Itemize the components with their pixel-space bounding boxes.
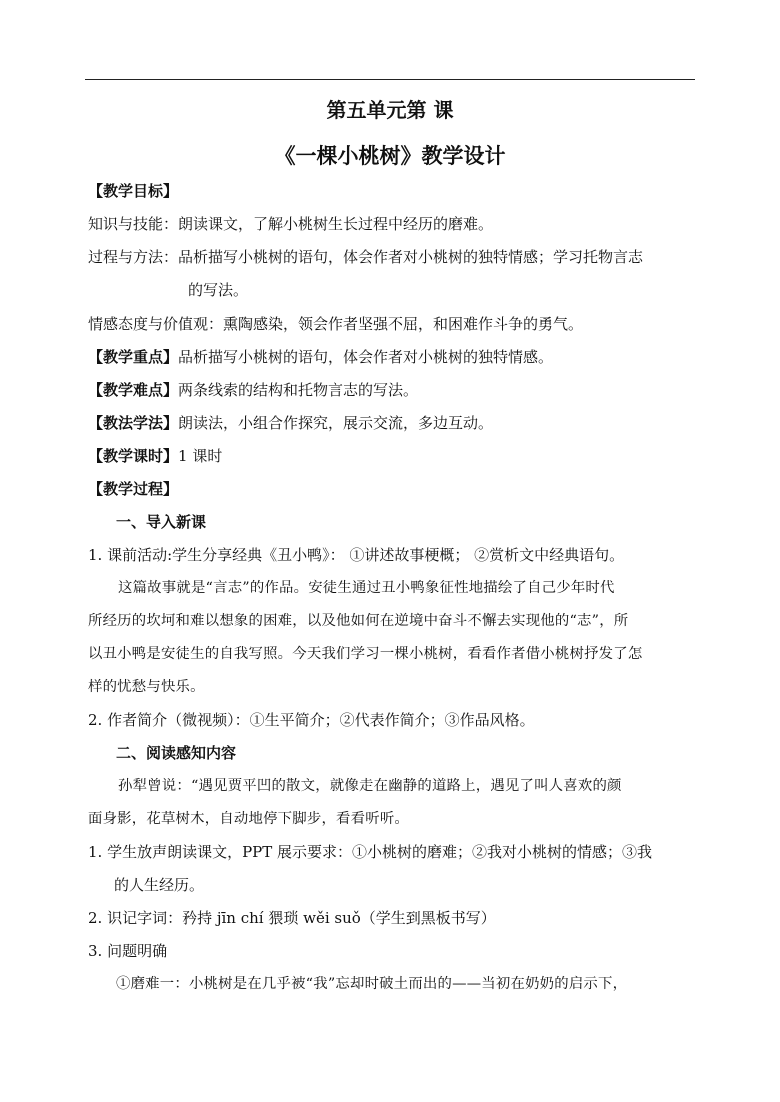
goals-heading: 【教学目标】 bbox=[88, 182, 179, 200]
hardship-paragraph-line1: ①磨难一：小桃树是在几乎被“我”忘却时破土而出的——当初在奶奶的启示下， bbox=[116, 976, 628, 992]
hours-line bbox=[88, 446, 222, 466]
activity-item-1: 1. 课前活动:学生分享经典《丑小鸭》： ①讲述故事梗概； ②赏析文中经典语句。 bbox=[88, 546, 625, 564]
page-title: 第五单元第 课 bbox=[326, 98, 454, 122]
lesson-title: 《一棵小桃树》教学设计 bbox=[274, 144, 506, 168]
intro-paragraph-line1: 这篇故事就是“言志”的作品。安徒生通过丑小鸭象征性地描绘了自己少年时代 bbox=[118, 580, 615, 596]
key-point-heading: 【教学重点】 bbox=[88, 348, 179, 366]
reading-item-1-line2: 的人生经历。 bbox=[114, 876, 205, 894]
intro-paragraph-line3: 以丑小鸭是安徒生的自我写照。今天我们学习一棵小桃树，看看作者借小桃树抒发了怎 bbox=[88, 646, 643, 662]
reading-item-1-line1: 1. 学生放声朗读课文，PPT 展示要求：①小桃树的磨难；②我对小桃树的情感；③我 bbox=[88, 843, 653, 861]
goal-process-line2: 的写法。 bbox=[188, 281, 249, 299]
method-text: 朗读法，小组合作探究，展示交流，多边互动。 bbox=[178, 414, 494, 432]
difficulty-heading: 【教学难点】 bbox=[88, 381, 179, 399]
quote-paragraph-line2: 面身影，花草树木，自动地停下脚步，看看听听。 bbox=[88, 811, 409, 827]
intro-paragraph-line2: 所经历的坎坷和难以想象的困难，以及他如何在逆境中奋斗不懈去实现他的“志”，所 bbox=[88, 613, 629, 629]
reading-item-2: 2. 识记字词：矜持 jīn chí 猥琐 wěi suǒ（学生到黑板书写） bbox=[88, 909, 496, 927]
goal-emotion: 情感态度与价值观：熏陶感染，领会作者坚强不屈，和困难作斗争的勇气。 bbox=[88, 315, 584, 333]
method-heading: 【教法学法】 bbox=[88, 414, 179, 432]
goal-knowledge: 知识与技能：朗读课文，了解小桃树生长过程中经历的磨难。 bbox=[88, 215, 494, 233]
method-line bbox=[88, 413, 493, 433]
header-rule bbox=[85, 79, 695, 80]
intro-paragraph-line4: 样的忧愁与快乐。 bbox=[88, 679, 205, 695]
section-intro-heading: 一、导入新课 bbox=[116, 513, 207, 531]
hours-heading: 【教学课时】 bbox=[88, 447, 179, 465]
key-point-text: 品析描写小桃树的语句，体会作者对小桃树的独特情感。 bbox=[178, 348, 554, 366]
process-heading: 【教学过程】 bbox=[88, 480, 179, 498]
difficulty-line bbox=[88, 380, 418, 400]
reading-item-3: 3. 问题明确 bbox=[88, 942, 168, 960]
activity-item-2: 2. 作者简介（微视频）：①生平简介；②代表作简介；③作品风格。 bbox=[88, 711, 535, 729]
section-reading-heading: 二、阅读感知内容 bbox=[116, 744, 237, 762]
difficulty-text: 两条线索的结构和托物言志的写法。 bbox=[178, 381, 419, 399]
hours-text: 1 课时 bbox=[178, 447, 223, 465]
key-point-line bbox=[88, 347, 553, 367]
goal-process-line1: 过程与方法：品析描写小桃树的语句，体会作者对小桃树的独特情感；学习托物言志 bbox=[88, 248, 644, 266]
quote-paragraph-line1: 孙犁曾说：“遇见贾平凹的散文，就像走在幽静的道路上，遇见了叫人喜欢的颜 bbox=[118, 778, 622, 794]
